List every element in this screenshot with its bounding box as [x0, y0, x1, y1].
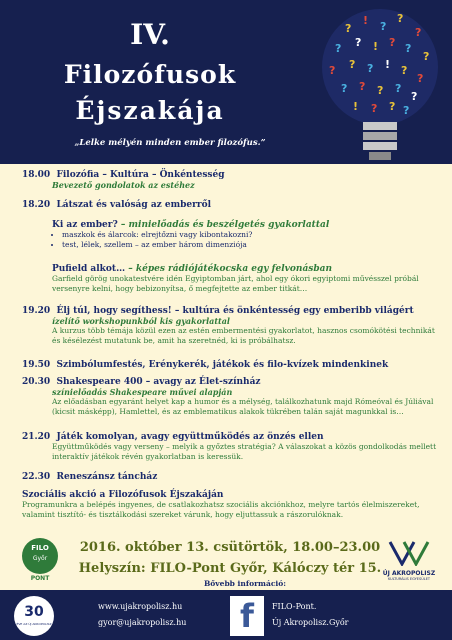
program-item — [22, 220, 442, 250]
title-line-2: Éjszakája — [75, 96, 225, 125]
svg-text:?: ? — [403, 104, 410, 117]
program-item — [22, 306, 442, 346]
item-title: Szociális akció a Filozófusok Éjszakáján — [22, 490, 224, 500]
anniversary-number: 30 — [24, 604, 44, 620]
item-subtitle: Ki az ember? — [52, 220, 118, 230]
svg-text:?: ? — [349, 58, 356, 71]
program-item — [22, 170, 442, 190]
akropolisz-symbol-icon — [380, 540, 438, 566]
list-item: • maszkok és álarcok: elrejtőzni vagy kibontakozni? — [62, 230, 442, 240]
header — [0, 0, 452, 164]
program-item — [22, 432, 442, 462]
item-description: Programunkra a belépés ingyenes, de csatlakozhatsz szociális akciónkhoz, melyre tartós élelmiszereket, valamint tisztító- és tisztálkodási szereket várunk, hogy eljuttassuk a rászorulóknak. — [22, 500, 420, 519]
uj-akropolisz-logo — [380, 540, 438, 580]
logo-name: ÚJ AKROPOLISZ — [382, 570, 436, 577]
svg-text:!: ! — [363, 14, 369, 27]
more-info-label: Bővebb információ: — [203, 579, 287, 588]
item-title: Látszat és valóság az emberről — [56, 200, 212, 210]
lightbulb-icon — [305, 2, 452, 164]
svg-text:?: ? — [405, 42, 412, 55]
svg-text:?: ? — [341, 82, 348, 95]
svg-text:?: ? — [417, 72, 424, 85]
svg-text:?: ? — [415, 26, 422, 39]
svg-text:!: ! — [385, 58, 391, 71]
item-title: Élj túl, hogy segíthess! – kultúra és önkéntesség egy emberibb világért — [56, 306, 414, 316]
list-item: • test, lélek, szellem – az ember három dimenziója — [62, 240, 442, 250]
program-item — [22, 200, 442, 210]
item-subtitle-em: – képes rádiójátékocska egy felvonásban — [128, 264, 333, 274]
program-item — [22, 360, 442, 370]
item-description: A kurzus több témája közül ezen az estén embermentési gyakorlatot, hasznos csomókötési technikát és késélezést mutatunk be, amit ha szeretnéd, ki is próbálhatsz. — [52, 326, 435, 345]
item-subtitle: Bevezető gondolatok az estéhez — [52, 180, 195, 190]
svg-text:!: ! — [373, 40, 379, 53]
item-time: 19.20 — [22, 306, 51, 316]
item-time: 18.00 — [22, 170, 51, 180]
program-item — [22, 472, 442, 482]
svg-text:?: ? — [389, 100, 396, 113]
item-subtitle: színielőadás Shakespeare művei alapján — [52, 387, 233, 397]
item-subtitle-em: – minielőadás és beszélgetés gyakorlattal — [120, 220, 330, 230]
anniversary-badge — [14, 596, 54, 636]
facebook-icon[interactable]: f — [230, 596, 264, 636]
item-time: 22.30 — [22, 472, 51, 482]
svg-text:?: ? — [345, 22, 352, 35]
svg-text:?: ? — [395, 82, 402, 95]
item-subtitle: ízelítő workshopunkból kis gyakorlattal — [52, 316, 230, 326]
svg-text:?: ? — [355, 36, 362, 49]
program-item — [22, 264, 442, 294]
svg-text:?: ? — [380, 20, 387, 33]
footer — [0, 590, 452, 640]
item-description: Garfield görög unokatestvére idén Egyiptomban járt, ahol egy ókori egyiptomi művésszel próbál versenyre kelni, hogy bebizonyítsa, ő megfejtette az ember titkát… — [52, 274, 419, 293]
item-title: Shakespeare 400 – avagy az Élet-színház — [56, 377, 261, 387]
item-title: Játék komolyan, avagy együttműködés az önzés ellen — [56, 432, 324, 442]
svg-text:?: ? — [377, 84, 384, 97]
svg-text:?: ? — [359, 80, 366, 93]
facebook-page-1[interactable]: FILO-Pont. — [272, 602, 317, 611]
svg-text:PONT: PONT — [30, 575, 50, 582]
svg-text:?: ? — [423, 50, 430, 63]
item-time: 19.50 — [22, 360, 51, 370]
item-description: Az előadásban egyaránt helyet kap a humor és a mélység, találkozhatunk majd Rómeóval és Júliával (kicsit másképp), Hamlettel, és az emblematikus alakok tükrében talán saját magunkkal is… — [52, 397, 434, 416]
svg-text:?: ? — [371, 102, 378, 115]
title-line-1: Filozófusok — [63, 60, 237, 89]
event-date: 2016. október 13. csütörtök, 18.00–23.00 — [79, 540, 381, 555]
svg-text:?: ? — [329, 64, 336, 77]
email-link[interactable]: gyor@ujakropolisz.hu — [98, 618, 187, 627]
svg-text:?: ? — [401, 64, 408, 77]
facebook-page-2[interactable]: Új Akropolisz.Győr — [272, 618, 349, 627]
svg-text:Győr: Győr — [32, 555, 48, 562]
filo-pont-logo — [20, 536, 60, 582]
svg-text:?: ? — [389, 36, 396, 49]
item-time: 20.30 — [22, 377, 51, 387]
item-time: 21.20 — [22, 432, 51, 442]
item-description: Együttműködés vagy verseny – melyik a győztes stratégia? A válaszokat a közös gondolkodás mellett interaktív játékok révén gyakorlatban is keressük. — [52, 442, 437, 461]
svg-text:?: ? — [367, 62, 374, 75]
svg-text:FILO: FILO — [31, 544, 49, 552]
website-link[interactable]: www.ujakropolisz.hu — [98, 602, 183, 611]
item-time: 18.20 — [22, 200, 51, 210]
item-title: Szimbólumfestés, Erénykerék, játékok és filo-kvízek mindenkinek — [56, 360, 389, 370]
item-title: Reneszánsz táncház — [56, 472, 158, 482]
item-subtitle: Pufield alkot… — [52, 264, 126, 274]
item-title: Filozófia – Kultúra – Önkéntesség — [56, 170, 225, 180]
quote: „Lelke mélyén minden ember filozófus.” — [74, 138, 266, 148]
title-number: IV. — [130, 18, 170, 51]
svg-text:!: ! — [353, 100, 359, 113]
logo-tagline: KULTURÁLIS EGYESÜLET — [387, 577, 431, 581]
svg-text:?: ? — [397, 12, 404, 25]
program-item — [22, 490, 442, 520]
svg-text:?: ? — [411, 90, 418, 103]
svg-text:?: ? — [335, 42, 342, 55]
program-item — [22, 377, 442, 417]
event-venue: Helyszín: FILO-Pont Győr, Kálóczy tér 15. — [78, 561, 382, 576]
anniversary-text: ÉVE AZ ÚJ AKROPOLISZ — [16, 622, 52, 626]
